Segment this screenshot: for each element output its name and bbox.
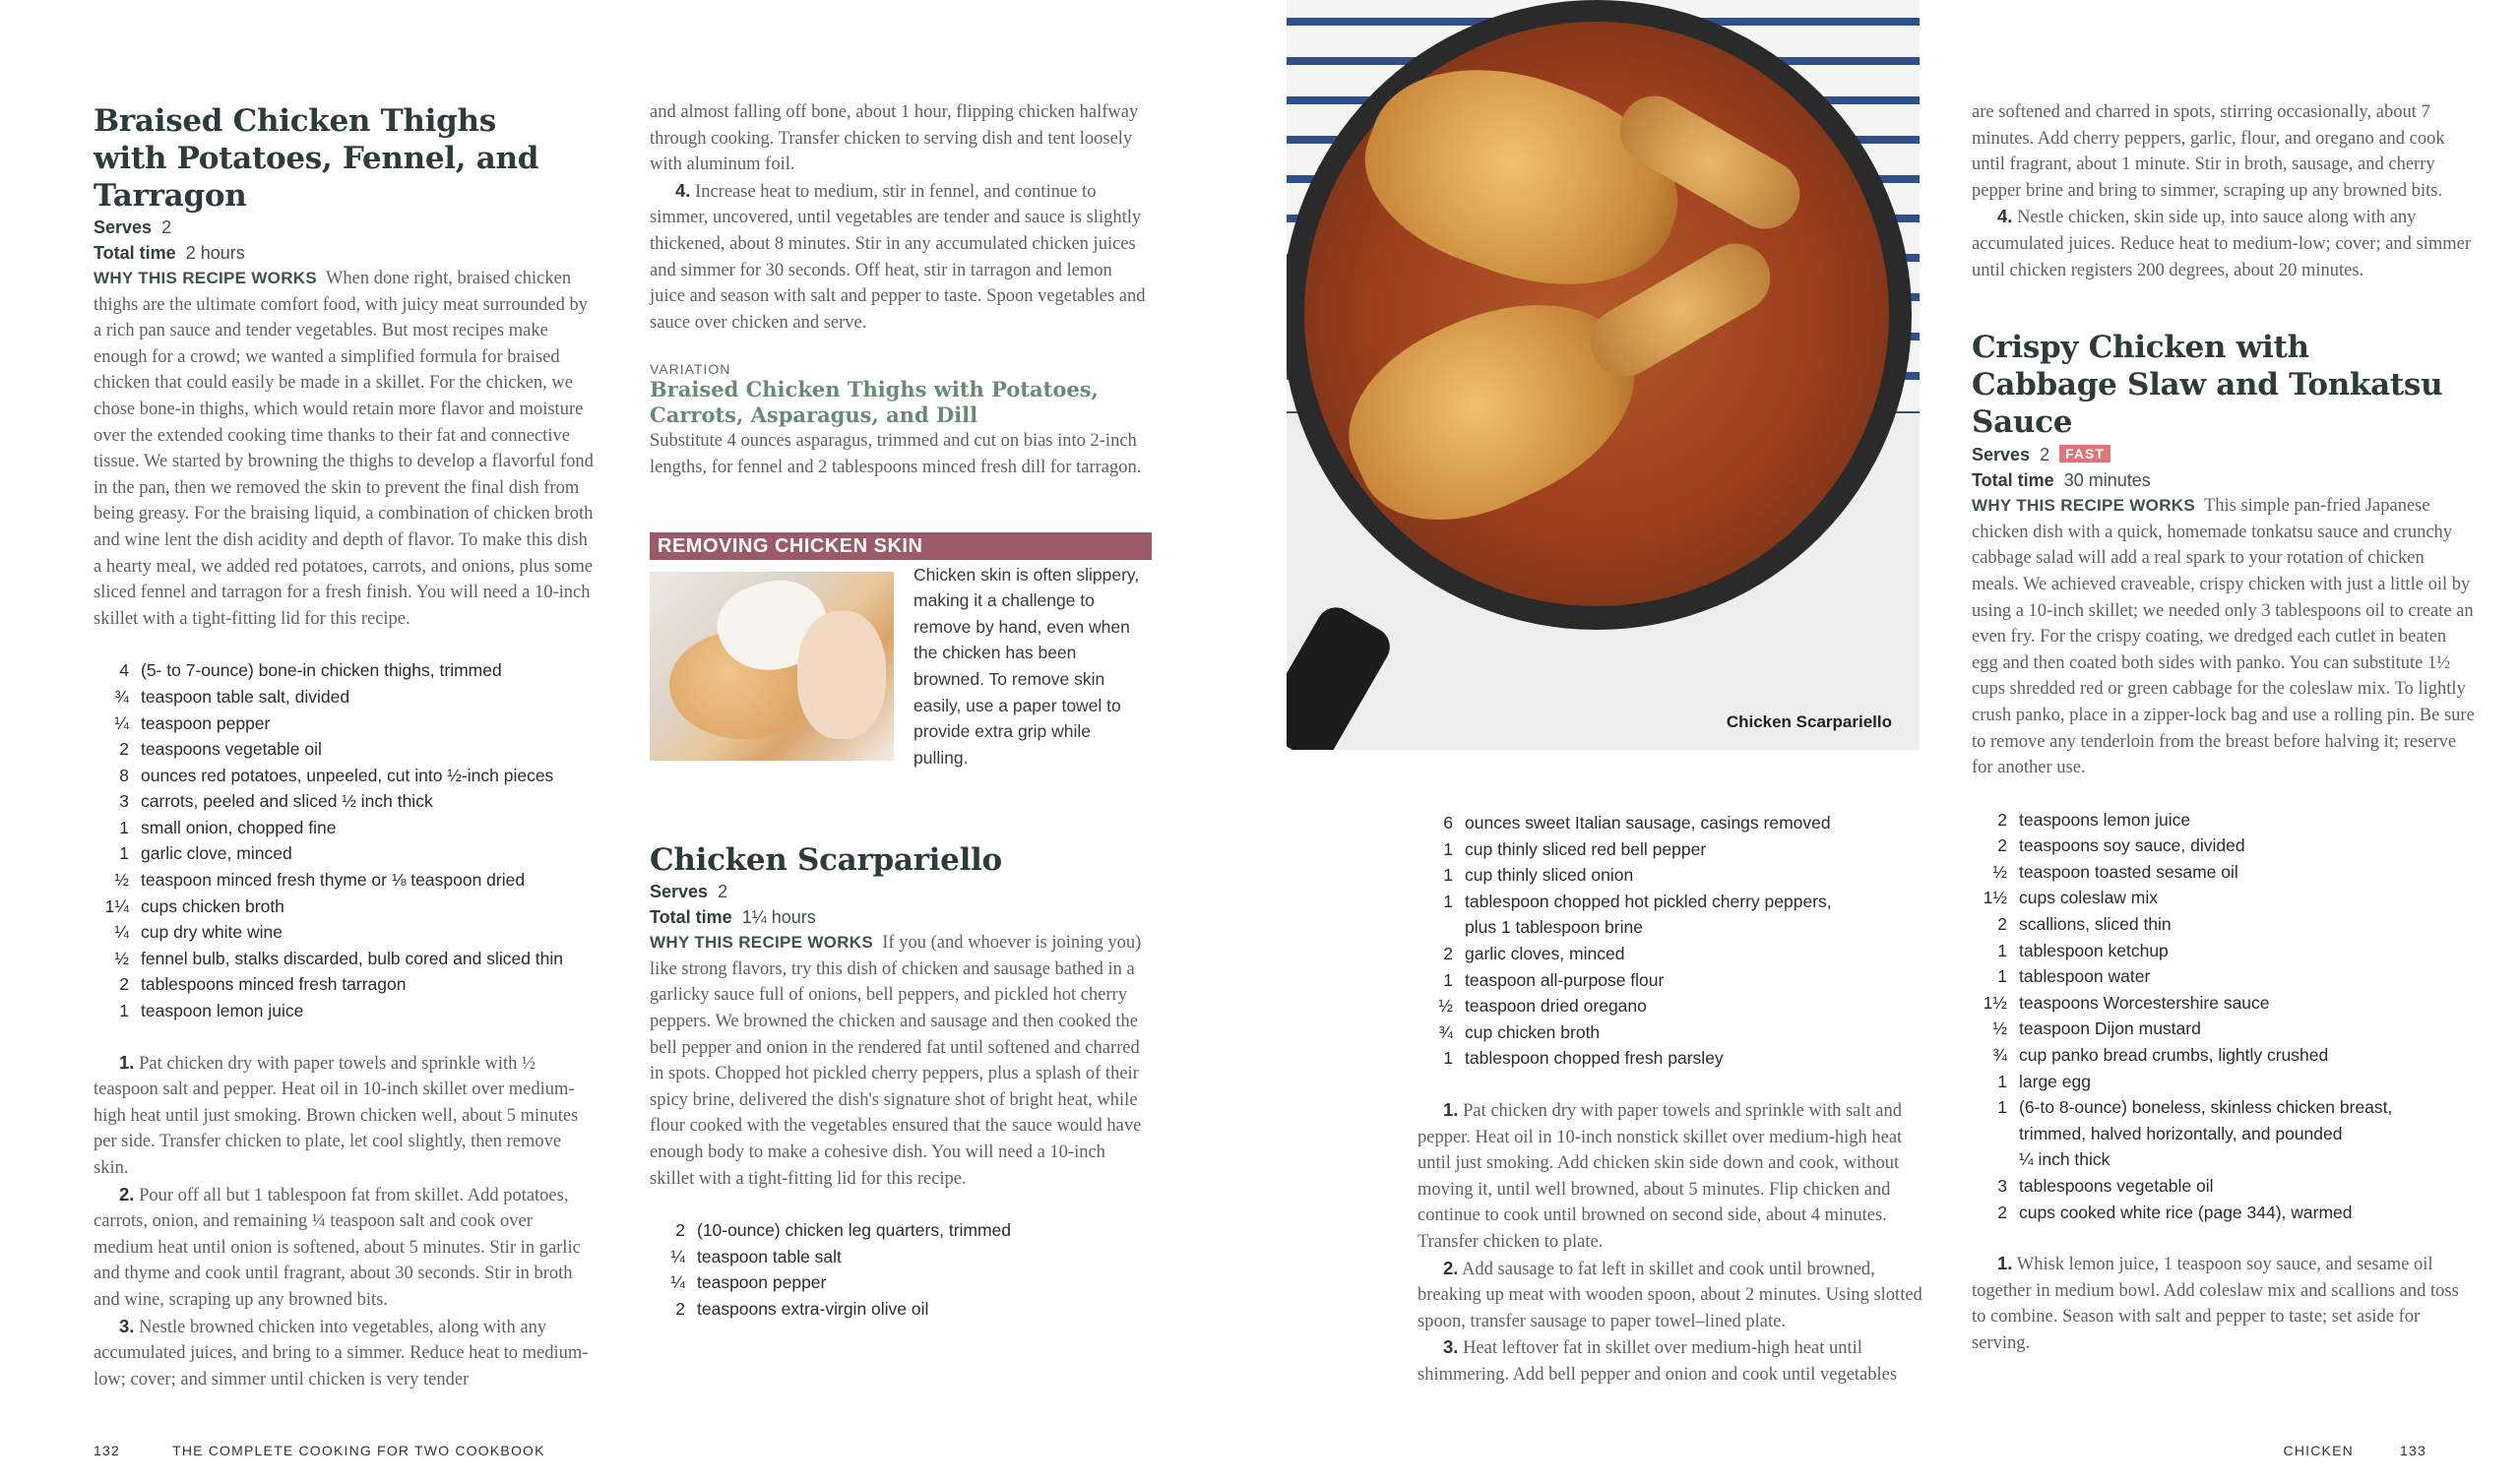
ingredient-item [94,763,596,789]
serves-label: Serves [1972,445,2031,465]
ingredient-text: cup thinly sliced red bell pepper [1465,838,1707,859]
why-paragraph: WHY THIS RECIPE WORKS If you (and whoever is joining you) like strong flavors, try this dish of chicken and sausage bathed in a garlicky sauce full of onions, bell peppers, and pickled hot cherry peppers. We browned the chicken and sausage and then cooked the bell pepper and onion in the rendered fat until softened and charred in spots. Chopped hot pickled cherry peppers, plus a splash of their spicy brine, delivered the dish's signature shot of bright heat, while flour cooked with the vegetables ensured that the sauce would have enough body to make a cohesive dish. You will need a 10-inch skillet with a tight-fitting lid for this recipe. [650,933,1142,1189]
ingredient-quantity: 1½ [1983,992,2007,1013]
crispy-step-1: 1. Whisk lemon juice, 1 teaspoon soy sauce, and sesame oil together in medium bowl. Add coleslaw mix and scallions and toss to combine. Season with salt and pepper to taste; set aside for serving. [1972,1253,2459,1353]
ingredient-quantity: 1 [1443,891,1453,911]
ingredient-quantity: 4 [119,660,129,681]
ingredient-quantity: ½ [1992,861,2007,882]
ingredient-list [1972,807,2476,1226]
ingredient-text: teaspoon lemon juice [141,1001,304,1021]
ingredient-item [1418,967,1924,994]
ingredient-quantity: 1 [1997,940,2007,960]
ingredient-item [94,867,596,894]
ingredient-text: teaspoon dried oregano [1465,996,1647,1017]
variation-text: Substitute 4 ounces asparagus, trimmed and cut on bias into 2-inch lengths, for fennel and 2 tablespoons minced fresh dill for tarragon. [650,431,1142,477]
ingredient-text: garlic cloves, minced [1465,943,1625,963]
ingredient-item [1972,911,2476,938]
ingredient-item [1972,1146,2476,1173]
ingredient-quantity: 2 [1443,943,1453,963]
ingredient-text: cup thinly sliced onion [1465,865,1634,886]
tip-heading: REMOVING CHICKEN SKIN [650,532,1152,560]
photo-caption: Chicken Scarpariello [1726,712,1892,731]
ingredient-quantity: 1 [119,843,129,864]
ingredient-item [1418,889,1924,915]
ingredient-quantity: 1 [119,817,129,837]
section-name: CHICKEN [2283,1443,2354,1458]
step-4: 4. Increase heat to medium, stir in fennel, and continue to simmer, uncovered, until vegetables are tender and sauce is slightly thickened, about 8 minutes. Stir in any accumulated chicken juices and simmer for 30 seconds. Off heat, stir in tarragon and lemon juice and season with salt and pepper to taste. Spoon vegetables and sauce over chicken and serve. [650,179,1146,333]
ingredient-item [1972,1094,2476,1121]
ingredient-quantity: 2 [1997,914,2007,935]
why-paragraph [94,266,596,632]
total-time-label: Total time [650,907,732,928]
ingredient-quantity: 2 [119,739,129,760]
total-time-value: 1¼ hours [741,907,816,928]
ingredient-quantity: 1 [1443,865,1453,886]
ingredient-item [1972,990,2476,1017]
chicken-skin-photo [650,572,894,761]
ingredient-quantity: ¼ [114,712,129,733]
ingredient-item [1972,1042,2476,1069]
ingredient-text: teaspoon minced fresh thyme or ⅛ teaspoon dried [141,870,526,891]
step-2: 2. Pour off all but 1 tablespoon fat from skillet. Add potatoes, carrots, onion, and remaining ¼ teaspoon salt and cook over medium heat until onion is softened, about 5 minutes. Stir in garlic and thyme and cook until fragrant, about 30 seconds. Stir in broth and wine, scraping up any browned bits. [94,1183,581,1310]
recipe-title: Chicken Scarpariello [650,842,1002,879]
ingredient-quantity: 3 [119,791,129,812]
recipe-braised-chicken [94,102,596,1392]
ingredient-text: scallions, sliced thin [2019,914,2172,935]
ingredient-item [1972,859,2476,886]
total-time-value: 2 hours [185,243,245,263]
ingredient-text: teaspoon toasted sesame oil [2019,861,2238,882]
total-time-label: Total time [1972,470,2054,491]
ingredient-text: cups chicken broth [141,895,284,916]
ingredient-item [1972,1121,2476,1147]
ingredient-quantity: ¼ [114,922,129,943]
ingredient-item [94,710,596,737]
recipe-title: Crispy Chicken with Cabbage Slaw and Tonkatsu Sauce [1972,330,2443,441]
ingredient-item [1972,807,2476,834]
ingredient-quantity: 1 [119,1001,129,1021]
ingredient-text: teaspoons vegetable oil [141,739,322,760]
scarp-step-4: 4. Nestle chicken, skin side up, into sauce along with any accumulated juices. Reduce heat to medium-low; cover; and simmer until chicken registers 200 degrees, about 20 minutes. [1972,206,2472,280]
ingredient-quantity: 3 [1997,1176,2007,1196]
ingredient-item [1972,1173,2476,1200]
ingredient-quantity: 6 [1443,813,1453,833]
recipe-title: Braised Chicken Thighs with Potatoes, Fennel, and Tarragon [94,103,539,214]
ingredient-item [1418,836,1924,863]
ingredient-quantity: 8 [119,765,129,785]
tip-box [650,564,1152,772]
ingredient-quantity: 1 [1443,1048,1453,1069]
ingredient-list [94,657,596,1023]
ingredient-item [1972,1069,2476,1095]
ingredient-text: cup chicken broth [1465,1021,1601,1042]
ingredient-item [650,1296,1152,1323]
ingredient-item [94,840,596,867]
column-3 [1418,810,1924,1388]
ingredient-item [1972,1016,2476,1042]
ingredient-item [94,736,596,763]
ingredient-text: teaspoon pepper [697,1272,827,1293]
ingredient-item [650,1217,1152,1244]
ingredient-list [1418,810,1924,1072]
ingredient-text: tablespoons minced fresh tarragon [141,974,407,995]
ingredient-text: cups coleslaw mix [2019,888,2159,908]
ingredient-item [1972,885,2476,911]
ingredient-quantity: ¾ [1438,1021,1453,1042]
ingredient-text: tablespoon water [2019,966,2151,987]
ingredient-item [1418,914,1924,941]
scarp-step-2: 2. Add sausage to fat left in skillet and cook until browned, breaking up meat with wooden spoon, about 2 minutes. Using slotted spoon, transfer sausage to paper towel–lined plate. [1418,1257,1922,1331]
ingredient-quantity [1418,914,1465,941]
ingredient-item [1418,1019,1924,1046]
ingredient-quantity: 1 [1443,838,1453,859]
footer-right [2284,1443,2426,1458]
page-number: 133 [2400,1443,2426,1458]
ingredient-text: ounces red potatoes, unpeeled, cut into ½-inch pieces [141,765,554,785]
ingredient-text: teaspoons extra-virgin olive oil [697,1299,929,1319]
ingredient-item [1418,941,1924,967]
ingredient-quantity: 1½ [1983,888,2007,908]
ingredient-text: tablespoon ketchup [2019,940,2169,960]
why-text: When done right, braised chicken thighs are the ultimate comfort food, with juicy meat surrounded by a rich pan sauce and tender vegetables. But most recipes make enough for a crowd; we wanted a simplified formula for braised chicken that could easily be made in a skillet. For the chicken, we chose bone-in thighs, which would retain more flavor and moisture over the extended cooking time thanks to their fat and connective tissue. We started by browning the thighs to develop a flavorful fond in the pan, then we removed the skin to prevent the final dish from being greasy. For the braising liquid, a combination of chicken broth and wine lent the dish acidity and depth of flavor. To make this dish a hearty meal, we added red potatoes, carrots, and onions, plus some sliced fennel and tarragon for a fresh finish. You will need a 10-inch skillet with a tight-fitting lid for this recipe. [94,269,594,629]
ingredient-item [94,788,596,815]
step-1: 1. Pat chicken dry with paper towels and sprinkle with ½ teaspoon salt and pepper. Heat oil in 10-inch skillet over medium-high heat until just smoking. Brown chicken well, about 5 minutes per side. Transfer chicken to plate, let cool slightly, then remove skin. [94,1051,579,1178]
ingredient-text: tablespoon chopped fresh parsley [1465,1048,1724,1069]
ingredient-item [1418,862,1924,889]
ingredient-item [94,657,596,684]
step-3-continued: and almost falling off bone, about 1 hour, flipping chicken halfway through cooking. Transfer chicken to serving dish and tent loosely with aluminum foil. [650,102,1139,175]
footer-left [94,1443,545,1458]
ingredient-text: plus 1 tablespoon brine [1465,917,1643,938]
ingredient-text: carrots, peeled and sliced ½ inch thick [141,791,433,812]
ingredient-item [94,971,596,998]
ingredient-quantity: 1¼ [104,895,129,916]
ingredient-quantity: 2 [1997,835,2007,856]
chicken-scarpariello-photo [1287,0,1920,750]
ingredient-text: small onion, chopped fine [141,817,337,837]
ingredient-text: large egg [2019,1071,2091,1091]
ingredient-quantity: 1 [1997,1071,2007,1091]
ingredient-item [650,1269,1152,1296]
ingredient-text: trimmed, halved horizontally, and pounded [2019,1123,2343,1143]
scarp-step-3-continued: are softened and charred in spots, stirring occasionally, about 7 minutes. Add cherry peppers, garlic, flour, and oregano and cook until fragrant, about 1 minute. Stir in broth, sausage, and cherry pepper brine and bring to simmer, scraping up any browned bits. [1972,102,2445,201]
ingredient-text: fennel bulb, stalks discarded, bulb cored and sliced thin [141,948,564,968]
total-time-value: 30 minutes [2063,470,2151,491]
ingredient-quantity [1972,1146,2019,1173]
ingredient-item [94,946,596,972]
fast-badge: FAST [2059,445,2110,463]
ingredient-text: (10-ounce) chicken leg quarters, trimmed [697,1220,1012,1241]
ingredient-text: teaspoons Worcestershire sauce [2019,992,2270,1013]
variation-title: Braised Chicken Thighs with Potatoes, Carrots, Asparagus, and Dill [650,377,1099,428]
scarp-step-3: 3. Heat leftover fat in skillet over medium-high heat until shimmering. Add bell pepper and onion and cook until vegetables [1418,1336,1898,1385]
step-3: 3. Nestle browned chicken into vegetables, along with any accumulated juices, and bring to a simmer. Reduce heat to medium-low; cover; and simmer until chicken is very tender [94,1315,589,1389]
ingredient-text: teaspoon all-purpose flour [1465,969,1665,990]
page-number: 132 [94,1443,120,1458]
ingredient-quantity [1972,1121,2019,1147]
ingredient-item [1972,1200,2476,1226]
ingredient-list [650,1217,1152,1322]
ingredient-text: teaspoons lemon juice [2019,809,2191,830]
scarp-step-1: 1. Pat chicken dry with paper towels and sprinkle with salt and pepper. Heat oil in 10-inch nonstick skillet over medium-high heat until just smoking. Add chicken skin side down and cook, without moving it, until well browned, about 5 minutes. Flip chicken and continue to cook until browned on second side, about 4 minutes. Transfer chicken to plate. [1418,1098,1903,1252]
ingredient-text: teaspoon table salt [697,1246,842,1266]
ingredient-quantity: 1 [1997,1097,2007,1118]
ingredient-text: tablespoon chopped hot pickled cherry peppers, [1465,891,1832,911]
ingredient-quantity: ¼ [670,1246,685,1266]
total-time-label: Total time [94,243,176,263]
ingredient-item [94,894,596,920]
serves-label: Serves [650,882,709,902]
ingredient-quantity: 1 [1443,969,1453,990]
ingredient-text: teaspoon table salt, divided [141,686,350,707]
ingredient-item [1972,938,2476,964]
variation-label: VARIATION [650,361,731,378]
ingredient-quantity: ½ [1992,1019,2007,1039]
ingredient-quantity: 2 [119,974,129,995]
ingredient-quantity: ¾ [114,686,129,707]
ingredient-quantity: 2 [675,1299,685,1319]
ingredient-item [1418,1045,1924,1072]
why-paragraph: WHY THIS RECIPE WORKS This simple pan-fried Japanese chicken dish with a quick, homemade tonkatsu sauce and crunchy cabbage salad will add a real spark to your rotation of chicken meals. We achieved craveable, crispy chicken with just a little oil by using a 10-inch skillet; we needed only 3 tablespoons oil to create an even fry. For the crispy coating, we dredged each cutlet in beaten egg and then coated both sides with panko. You can substitute 1½ cups shredded red or green cabbage for the coleslaw mix. To lightly crush panko, place in a zipper-lock bag and use a rolling pin. Be sure to remove any tenderloin from the breast before halving it; reserve for another use. [1972,496,2475,778]
ingredient-text: ounces sweet Italian sausage, casings removed [1465,813,1831,833]
ingredient-text: tablespoons vegetable oil [2019,1176,2214,1196]
ingredient-quantity: ½ [1438,996,1453,1017]
column-2 [650,99,1152,1323]
ingredient-quantity: ½ [114,870,129,891]
ingredient-quantity: 2 [675,1220,685,1241]
ingredient-item [94,684,596,710]
tip-text: Chicken skin is often slippery, making it a challenge to remove by hand, even when the chicken has been browned. To remove skin easily, use a paper towel to provide extra grip while pulling. [914,564,1140,768]
ingredient-text: teaspoon pepper [141,712,271,733]
ingredient-text: ¼ inch thick [2019,1149,2110,1170]
ingredient-item [94,998,596,1024]
serves-label: Serves [94,217,153,237]
book-title: THE COMPLETE COOKING FOR TWO COOKBOOK [172,1443,545,1458]
ingredient-item [94,815,596,841]
ingredient-text: garlic clove, minced [141,843,292,864]
ingredient-text: (6-to 8-ounce) boneless, skinless chicken breast, [2019,1097,2393,1118]
ingredient-item [650,1244,1152,1270]
ingredient-text: (5- to 7-ounce) bone-in chicken thighs, trimmed [141,660,502,681]
ingredient-quantity: 1 [1997,966,2007,987]
ingredient-quantity: ½ [114,948,129,968]
ingredient-text: teaspoons soy sauce, divided [2019,835,2245,856]
ingredient-item [1418,993,1924,1019]
ingredient-item [1418,810,1924,836]
ingredient-quantity: ¾ [1992,1045,2007,1066]
ingredient-text: cup dry white wine [141,922,283,943]
serves-value: 2 [718,882,728,902]
ingredient-text: cup panko bread crumbs, lightly crushed [2019,1045,2329,1066]
column-4 [1972,99,2476,1357]
ingredient-text: teaspoon Dijon mustard [2019,1019,2201,1039]
ingredient-text: cups cooked white rice (page 344), warmed [2019,1202,2353,1222]
ingredient-quantity: ¼ [670,1272,685,1293]
ingredient-item [94,919,596,946]
serves-value: 2 [2040,445,2050,465]
serves-value: 2 [161,217,172,237]
ingredient-quantity: 2 [1997,1202,2007,1222]
ingredient-item [1972,963,2476,990]
ingredient-item [1972,833,2476,859]
why-label: WHY THIS RECIPE WORKS [94,269,318,287]
ingredient-quantity: 2 [1997,809,2007,830]
